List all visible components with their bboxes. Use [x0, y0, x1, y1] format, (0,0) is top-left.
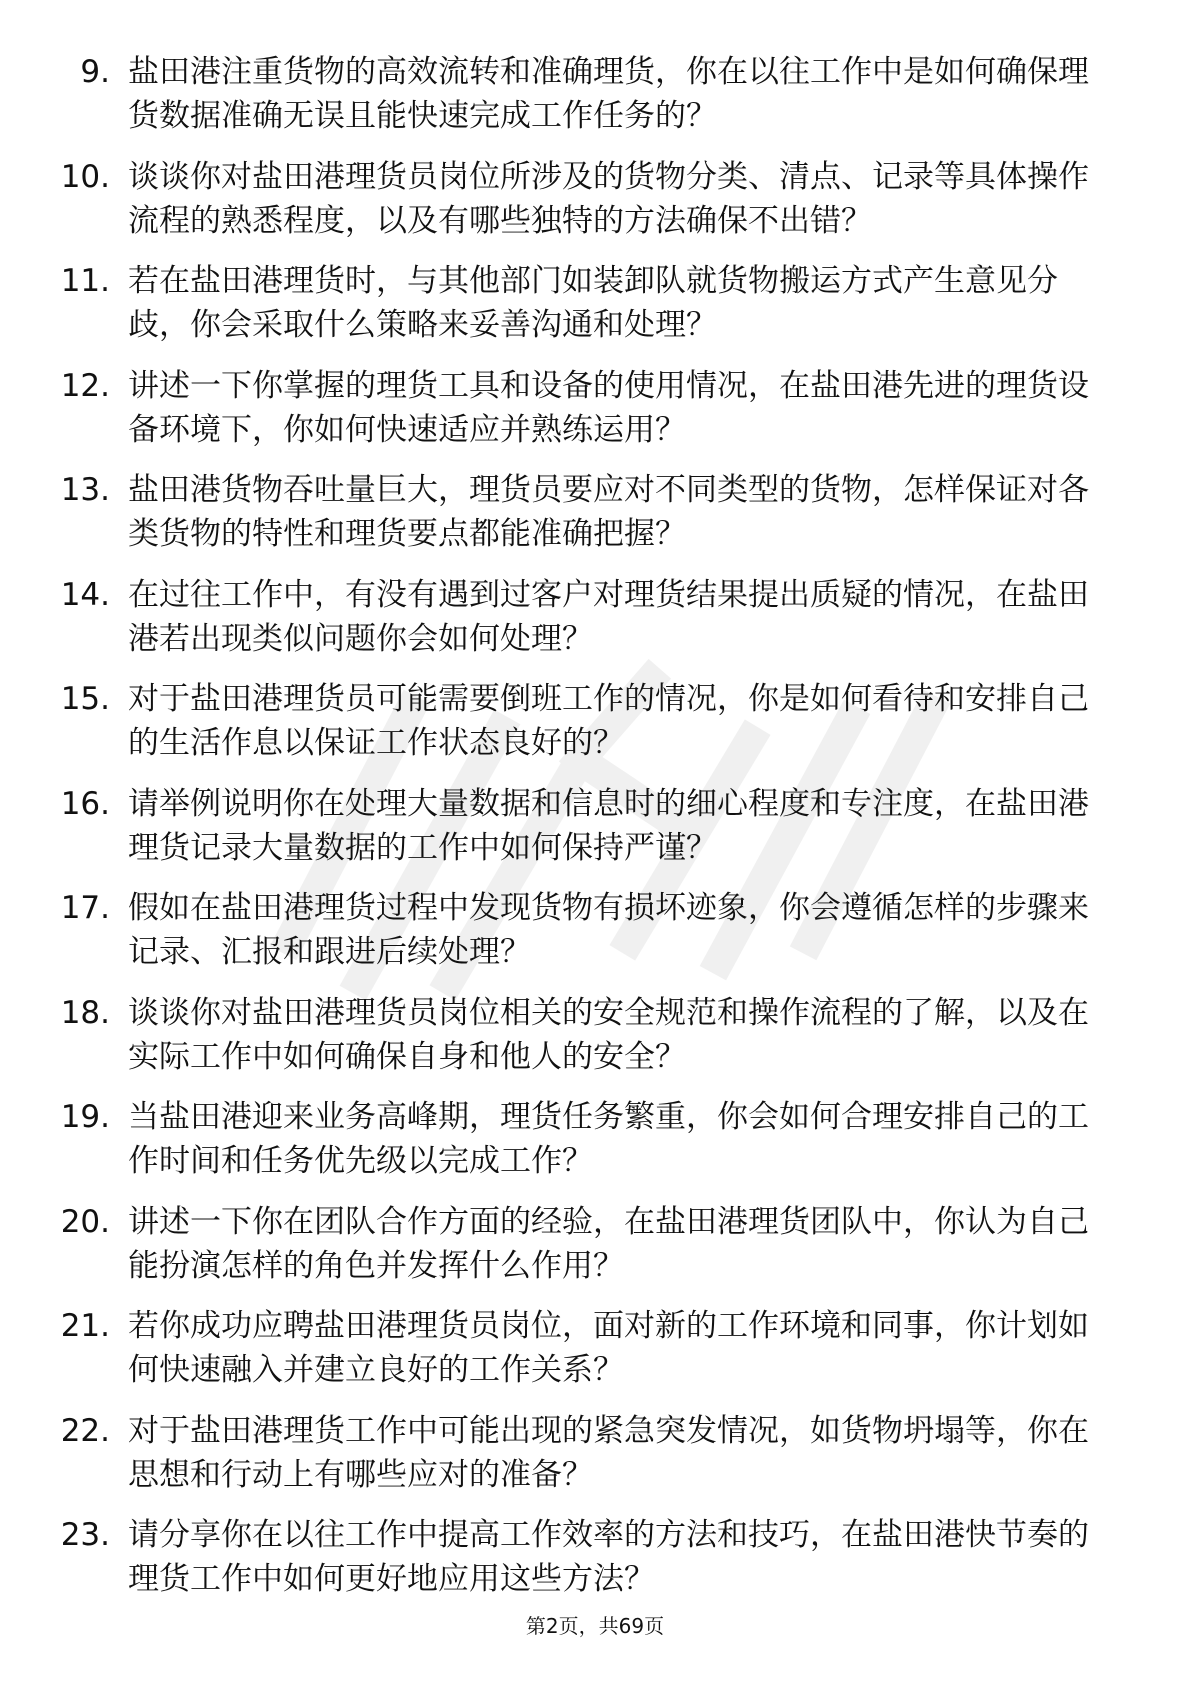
question-item: [0, 1095, 1190, 1200]
question-text: 若你成功应聘盐田港理货员岗位，面对新的工作环境和同事，你计划如何快速融入并建立良好的工作关系？: [128, 1308, 1089, 1388]
question-text: 假如在盐田港理货过程中发现货物有损坏迹象，你会遵循怎样的步骤来记录、汇报和跟进后续处理？: [128, 890, 1089, 970]
question-item: [0, 1409, 1190, 1514]
question-text: 谈谈你对盐田港理货员岗位所涉及的货物分类、清点、记录等具体操作流程的熟悉程度，以及有哪些独特的方法确保不出错？: [128, 158, 1089, 239]
question-number: 14.: [60, 576, 110, 613]
question-text: 讲述一下你掌握的理货工具和设备的使用情况，在盐田港先进的理货设备环境下，你如何快速适应并熟练运用？: [128, 367, 1089, 448]
question-number: 10.: [60, 158, 110, 195]
question-number: 19.: [60, 1099, 110, 1135]
question-number: 15.: [60, 681, 110, 717]
question-text: 请举例说明你在处理大量数据和信息时的细心程度和专注度，在盐田港理货记录大量数据的工作中如何保持严谨？: [128, 785, 1089, 866]
question-list: [0, 50, 1190, 1618]
question-item: [0, 1513, 1190, 1618]
question-text: 对于盐田港理货员可能需要倒班工作的情况，你是如何看待和安排自己的生活作息以保证工作状态良好的？: [128, 681, 1089, 761]
question-text: 盐田港注重货物的高效流转和准确理货，你在以往工作中是如何确保理货数据准确无误且能快速完成工作任务的？: [128, 54, 1089, 134]
question-item: [0, 1200, 1190, 1305]
question-text: 盐田港货物吞吐量巨大，理货员要应对不同类型的货物，怎样保证对各类货物的特性和理货要点都能准确把握？: [128, 472, 1089, 552]
question-item: [0, 1304, 1190, 1409]
question-number: 22.: [60, 1412, 110, 1449]
question-item: [0, 677, 1190, 782]
question-item: [0, 364, 1190, 469]
question-item: [0, 573, 1190, 678]
question-text: 谈谈你对盐田港理货员岗位相关的安全规范和操作流程的了解，以及在实际工作中如何确保自身和他人的安全？: [128, 994, 1089, 1075]
question-number: 20.: [60, 1203, 110, 1240]
question-item: [0, 782, 1190, 887]
question-item: [0, 155, 1190, 260]
question-item: [0, 468, 1190, 573]
question-number: 18.: [60, 994, 110, 1031]
question-number: 16.: [60, 785, 110, 822]
question-number: 23.: [60, 1517, 110, 1553]
question-item: [0, 991, 1190, 1096]
question-text: 若在盐田港理货时，与其他部门如装卸队就货物搬运方式产生意见分歧，你会采取什么策略来妥善沟通和处理？: [128, 263, 1058, 343]
question-number: 13.: [60, 472, 110, 508]
question-item: [0, 50, 1190, 155]
question-text: 在过往工作中，有没有遇到过客户对理货结果提出质疑的情况，在盐田港若出现类似问题你会如何处理？: [128, 576, 1089, 657]
question-number: 21.: [60, 1308, 110, 1344]
question-text: 请分享你在以往工作中提高工作效率的方法和技巧，在盐田港快节奏的理货工作中如何更好地应用这些方法？: [128, 1517, 1089, 1597]
question-number: 11.: [60, 263, 110, 299]
question-number: 17.: [60, 890, 110, 926]
question-text: 对于盐田港理货工作中可能出现的紧急突发情况，如货物坍塌等，你在思想和行动上有哪些应对的准备？: [128, 1412, 1089, 1493]
question-item: [0, 886, 1190, 991]
question-item: [0, 259, 1190, 364]
question-number: 12.: [60, 367, 110, 404]
question-number: 9.: [80, 54, 110, 90]
question-text: 当盐田港迎来业务高峰期，理货任务繁重，你会如何合理安排自己的工作时间和任务优先级以完成工作？: [128, 1099, 1089, 1179]
question-text: 讲述一下你在团队合作方面的经验，在盐田港理货团队中，你认为自己能扮演怎样的角色并发挥什么作用？: [128, 1203, 1089, 1284]
page-footer: 第2页，共69页: [525, 1614, 665, 1638]
